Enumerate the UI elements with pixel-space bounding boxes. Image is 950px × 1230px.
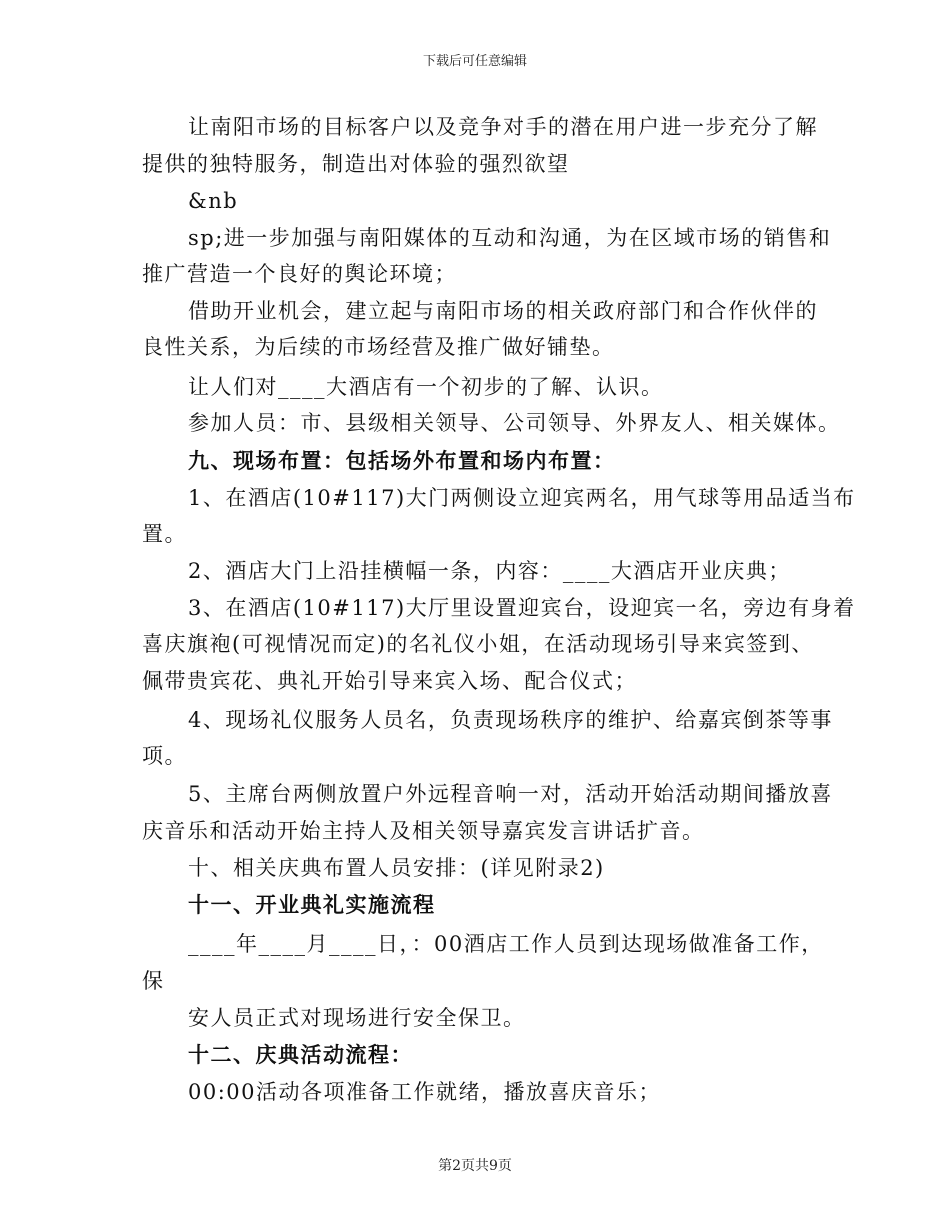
section-heading: 十、相关庆典布置人员安排：(详见附录2)	[188, 856, 605, 880]
section-heading: 十二、庆典活动流程：	[188, 1042, 413, 1067]
list-item: 5、主席台两侧放置户外远程音响一对，活动开始活动期间播放喜	[188, 782, 833, 806]
paragraph-line: 提供的独特服务，制造出对体验的强烈欲望	[142, 152, 570, 176]
paragraph-line: 良性关系，为后续的市场经营及推广做好铺垫。	[142, 335, 615, 359]
list-item-continuation: 庆音乐和活动开始主持人及相关领导嘉宾发言讲话扩音。	[142, 819, 705, 843]
list-item: 2、酒店大门上沿挂横幅一条，内容：____大酒店开业庆典；	[188, 559, 791, 583]
paragraph-line: &nb	[188, 189, 239, 213]
paragraph-line: 保	[142, 969, 165, 993]
paragraph-line: 借助开业机会，建立起与南阳市场的相关政府部门和合作伙伴的	[188, 299, 818, 323]
paragraph-line: 00:00活动各项准备工作就绪，播放喜庆音乐；	[188, 1080, 662, 1104]
list-item-continuation: 项。	[142, 744, 187, 768]
paragraph-line: 让人们对____大酒店有一个初步的了解、认识。	[188, 375, 664, 399]
list-item-continuation: 佩带贵宾花、典礼开始引导来宾入场、配合仪式；	[142, 669, 637, 693]
paragraph-line: ____年____月____日，：00酒店工作人员到达现场做准备工作，	[188, 932, 824, 956]
list-item: 1、在酒店(10#117)大门两侧设立迎宾两名，用气球等用品适当布	[188, 486, 856, 510]
paragraph-line: 安人员正式对现场进行安全保卫。	[188, 1006, 526, 1030]
page-header: 下载后可任意编辑	[422, 54, 527, 69]
list-item-continuation: 置。	[142, 522, 187, 546]
paragraph-line: 让南阳市场的目标客户以及竞争对手的潜在用户进一步充分了解	[188, 115, 818, 139]
paragraph-line: 参加人员：市、县级相关领导、公司领导、外界友人、相关媒体。	[188, 411, 841, 435]
page-footer: 第2页共9页	[438, 1158, 512, 1174]
paragraph-line: 推广营造一个良好的舆论环境；	[142, 262, 457, 286]
list-item-continuation: 喜庆旗袍(可视情况而定)的名礼仪小姐，在活动现场引导来宾签到、	[142, 632, 814, 656]
paragraph-line: sp;进一步加强与南阳媒体的互动和沟通，为在区域市场的销售和	[188, 226, 832, 250]
list-item: 3、在酒店(10#117)大厅里设置迎宾台，设迎宾一名，旁边有身着	[188, 596, 856, 620]
list-item: 4、现场礼仪服务人员名，负责现场秩序的维护、给嘉宾倒茶等事	[188, 708, 833, 732]
section-heading: 九、现场布置：包括场外布置和场内布置：	[188, 448, 616, 473]
section-heading: 十一、开业典礼实施流程	[188, 892, 436, 917]
